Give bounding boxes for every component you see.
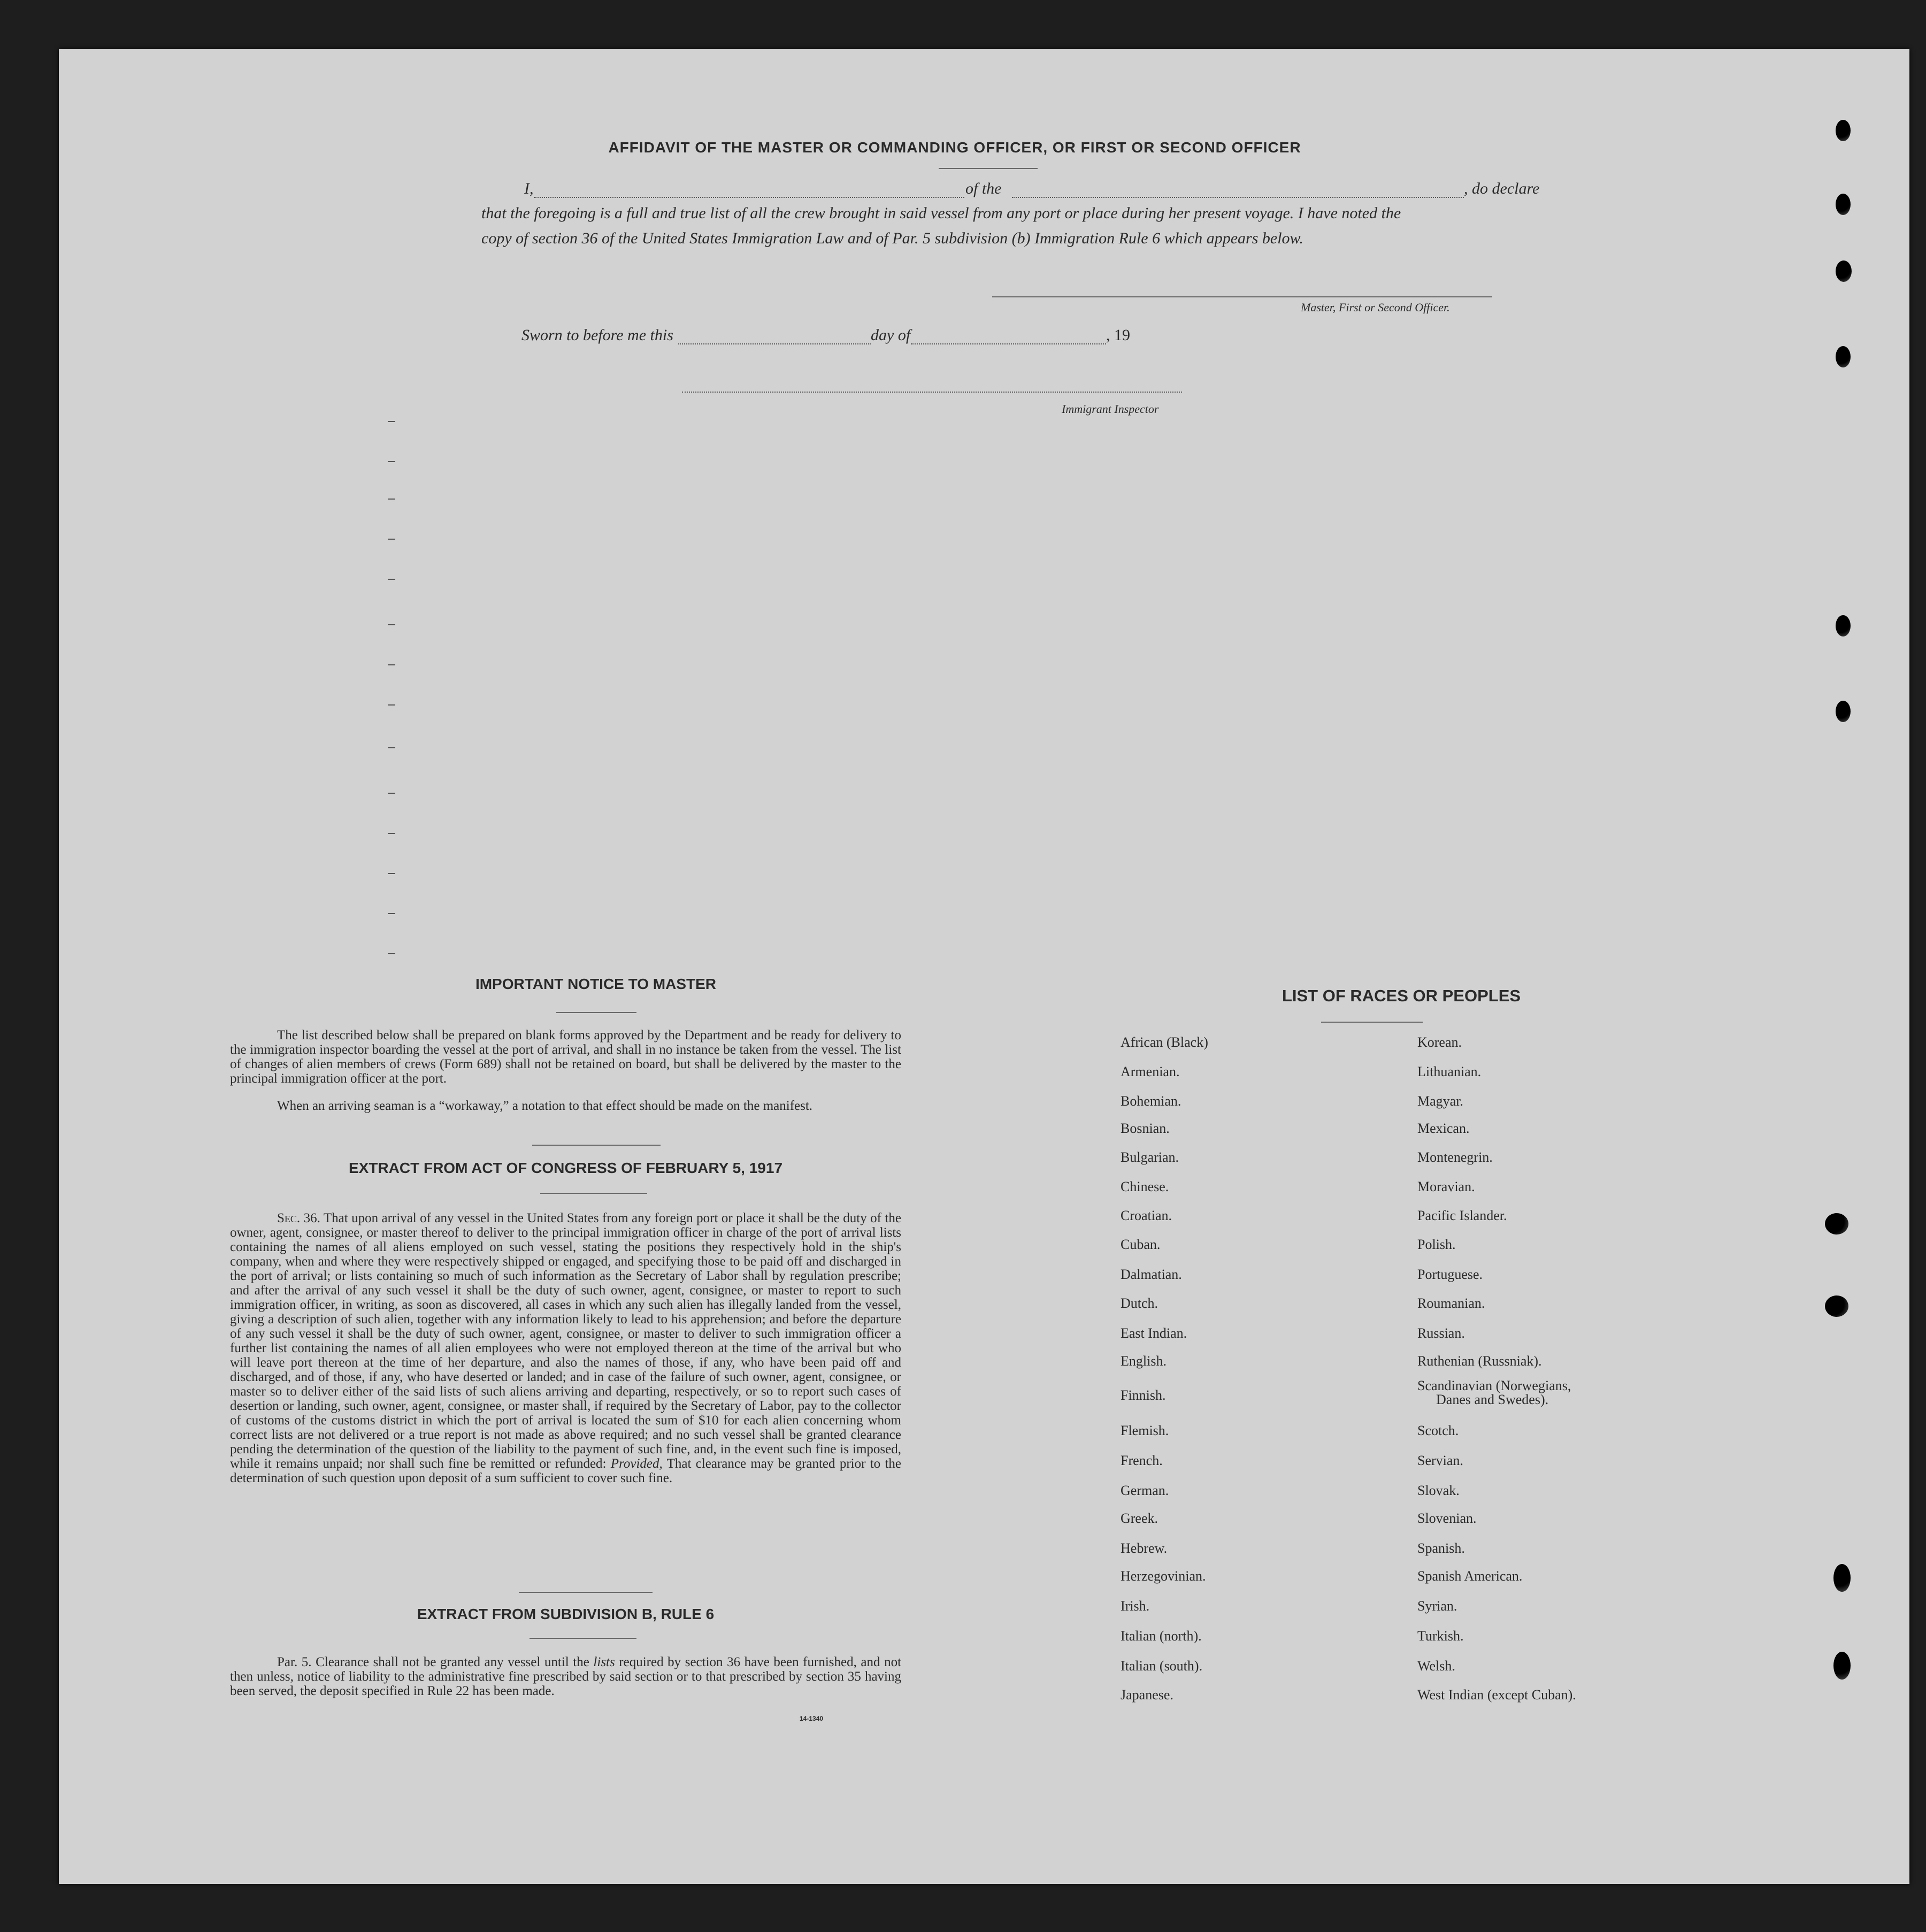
- punch-hole: [1833, 1564, 1851, 1592]
- race-item: Mexican.: [1417, 1121, 1470, 1136]
- inspector-signature-line[interactable]: [682, 392, 1182, 393]
- rule-6-end: required by section 36 have been furnished, and not then unless, notice of liability to the administrative fine prescribed by said section or to that prescribed by section 35 having been served, the deposit specified in Rule 22 has been made.: [230, 1655, 902, 1698]
- race-item: Italian (south).: [1121, 1658, 1203, 1674]
- race-item: Greek.: [1121, 1511, 1158, 1526]
- race-item: Finnish.: [1121, 1387, 1166, 1403]
- sworn-label: Sworn to before me this: [521, 326, 673, 344]
- race-item: Welsh.: [1417, 1658, 1455, 1674]
- margin-mark: [388, 499, 395, 500]
- race-item: Armenian.: [1121, 1064, 1180, 1079]
- race-item: Slovenian.: [1417, 1511, 1477, 1526]
- race-item: English.: [1121, 1353, 1167, 1369]
- affidavit-title-rule: [939, 168, 1038, 169]
- margin-mark: [388, 421, 395, 422]
- race-item: Syrian.: [1417, 1598, 1457, 1614]
- margin-mark: [388, 579, 395, 580]
- section-36-text: [230, 1211, 901, 1485]
- race-item: Croatian.: [1121, 1208, 1172, 1223]
- extract-rule-title-rule: [530, 1638, 636, 1639]
- race-item: Lithuanian.: [1417, 1064, 1482, 1079]
- margin-mark: [388, 747, 395, 748]
- section-36-main: That upon arrival of any vessel in the United States from any foreign port or place it shall be the duty of the owner, agent, consignee, or master thereof to deliver to the principal immigration officer in charge of the port of arrival lists containing the names of all aliens employed on such vessel, stating the positions they respectively hold in the ship's company, when and where they were respectively shipped or engaged, and specifying those to be paid off and discharged in the port of arrival; or lists containing so much of such information as the Secretary of Labor shall by regulation prescribe; and after the arrival of any such vessel it shall be the duty of such owner, agent, consignee, or master to report to such immigration officer, in writing, as soon as discovered, all cases in which any such alien has illegally landed from the vessel, giving a description of such alien, together with any information likely to lead to his apprehension; and before the departure of any such vessel it shall be the duty of such owner, agent, consignee, or master to deliver to such immigration officer a further list containing the names of all alien employees who were not employed thereon at the time of the arrival but who will leave port thereon at the time of her departure, and also the names of those, if any, who have been paid off and discharged, and of those, if any, who have deserted or landed; and in case of the failure of such owner, agent, consignee, or master so to deliver either of the said lists of such aliens arriving and departing, respectively, or so to report such cases of desertion or landing, such owner, agent, consignee, or master shall, if required by the Secretary of Labor, pay to the collector of customs of the customs district in which the port of arrival is located the sum of $10 for each alien concerning whom correct lists are not delivered or a true report is not made as above required; and no such vessel shall be granted clearance pending the determination of the question of the liability to the payment of such fine, and, in the event such fine is imposed, while it remains unpaid; nor shall such fine be remitted or refunded:: [230, 1211, 901, 1471]
- section-36-label: Sec. 36.: [277, 1211, 320, 1225]
- margin-mark: [388, 664, 395, 665]
- rule-6-start: Par. 5. Clearance shall not be granted any vessel until the: [277, 1655, 589, 1669]
- race-item: Magyar.: [1417, 1093, 1463, 1109]
- race-item: Pacific Islander.: [1417, 1208, 1507, 1223]
- race-item: French.: [1121, 1453, 1163, 1468]
- punch-hole: [1836, 194, 1851, 215]
- race-item: Chinese.: [1121, 1179, 1169, 1194]
- manifest-back-page: [59, 49, 1909, 1884]
- race-item: Spanish.: [1417, 1540, 1465, 1556]
- race-item: Turkish.: [1417, 1628, 1464, 1644]
- race-item: Polish.: [1417, 1237, 1456, 1252]
- master-name-field[interactable]: [534, 197, 964, 198]
- race-item: East Indian.: [1121, 1325, 1187, 1341]
- punch-hole: [1833, 1652, 1851, 1680]
- race-item: Bosnian.: [1121, 1121, 1170, 1136]
- margin-mark: [388, 461, 395, 462]
- races-title: LIST OF RACES OR PEOPLES: [1282, 986, 1521, 1005]
- punch-hole: [1836, 615, 1851, 637]
- notice-paragraph-1: The list described below shall be prepared on blank forms approved by the Department and be ready for delivery to the immigration inspector boarding the vessel at the port of arrival, and shall in no instance be taken from the vessel. The list of changes of alien members of crews (Form 689) shall not be retained on board, but shall be delivered by the master to the principal immigration officer at the port.: [230, 1028, 901, 1086]
- race-item: Flemish.: [1121, 1423, 1169, 1438]
- race-item: Scandinavian (Norwegians,: [1417, 1378, 1571, 1393]
- races-title-rule: [1321, 1022, 1423, 1023]
- race-item: Servian.: [1417, 1453, 1463, 1468]
- race-item: Cuban.: [1121, 1237, 1161, 1252]
- vessel-name-field[interactable]: [1012, 197, 1464, 198]
- race-item: German.: [1121, 1483, 1169, 1498]
- master-signature-label: Master, First or Second Officer.: [1301, 301, 1450, 314]
- race-item: Irish.: [1121, 1598, 1150, 1614]
- race-item: Herzegovinian.: [1121, 1568, 1206, 1584]
- race-item: Hebrew.: [1121, 1540, 1168, 1556]
- affidavit-title: AFFIDAVIT OF THE MASTER OR COMMANDING OFFICER, OR FIRST OR SECOND OFFICER: [608, 139, 1301, 156]
- punch-hole: [1836, 346, 1851, 367]
- margin-mark: [388, 833, 395, 834]
- section-36-provided: Provided,: [610, 1456, 663, 1471]
- extract-act-divider: [519, 1592, 653, 1593]
- race-item: Roumanian.: [1417, 1295, 1485, 1311]
- race-item: Slovak.: [1417, 1483, 1460, 1498]
- sworn-day-field[interactable]: [678, 343, 871, 344]
- master-signature-line[interactable]: [992, 296, 1492, 297]
- punch-hole: [1836, 701, 1851, 722]
- affidavit-of-the-label: of the: [965, 180, 1002, 197]
- race-item: African (Black): [1121, 1034, 1208, 1050]
- margin-mark: [388, 953, 395, 954]
- race-item: Italian (north).: [1121, 1628, 1202, 1644]
- race-item: Dalmatian.: [1121, 1267, 1182, 1282]
- sworn-month-field[interactable]: [911, 343, 1106, 344]
- race-item: Bulgarian.: [1121, 1149, 1179, 1165]
- race-item: Ruthenian (Russniak).: [1417, 1353, 1542, 1369]
- margin-mark: [388, 539, 395, 540]
- race-item: Scotch.: [1417, 1423, 1459, 1438]
- margin-mark: [388, 793, 395, 794]
- race-item: Japanese.: [1121, 1687, 1173, 1703]
- extract-rule-title: EXTRACT FROM SUBDIVISION B, RULE 6: [417, 1606, 715, 1622]
- margin-mark: [388, 704, 395, 706]
- affidavit-line-2: that the foregoing is a full and true list of all the crew brought in said vessel from any port or place during her present voyage. I have noted the: [481, 204, 1401, 222]
- extract-act-title: EXTRACT FROM ACT OF CONGRESS OF FEBRUARY 5, 1917: [348, 1160, 783, 1176]
- year-prefix: , 19: [1106, 326, 1130, 344]
- inspector-label: Immigrant Inspector: [1062, 402, 1159, 416]
- margin-mark: [388, 873, 395, 874]
- race-item: Dutch.: [1121, 1295, 1158, 1311]
- race-item: Korean.: [1417, 1034, 1462, 1050]
- race-item: Montenegrin.: [1417, 1149, 1493, 1165]
- race-item: Russian.: [1417, 1325, 1465, 1341]
- rule-6-text: [230, 1655, 901, 1698]
- notice-paragraph-2: When an arriving seaman is a “workaway,” a notation to that effect should be made on the manifest.: [277, 1099, 813, 1113]
- punch-hole: [1836, 260, 1852, 282]
- day-of-label: day of: [871, 326, 911, 344]
- punch-hole: [1825, 1213, 1848, 1235]
- affidavit-line-3: copy of section 36 of the United States Immigration Law and of Par. 5 subdivision (b) Immigration Rule 6 which appears below.: [481, 229, 1303, 247]
- extract-act-title-rule: [540, 1193, 647, 1194]
- margin-mark: [388, 913, 395, 914]
- race-item: Danes and Swedes).: [1436, 1392, 1549, 1407]
- affidavit-declare-label: , do declare: [1464, 180, 1540, 197]
- notice-title: IMPORTANT NOTICE TO MASTER: [475, 976, 717, 992]
- race-item: Moravian.: [1417, 1179, 1475, 1194]
- affidavit-i-label: I,: [524, 180, 534, 197]
- punch-hole: [1836, 120, 1851, 141]
- notice-title-rule: [556, 1012, 636, 1013]
- notice-divider: [532, 1145, 661, 1146]
- margin-mark: [388, 624, 395, 625]
- form-number: 14-1340: [800, 1715, 824, 1722]
- race-item: Spanish American.: [1417, 1568, 1523, 1584]
- section-36-end: That clearance may be granted prior to the determination of such question upon deposit of a sum sufficient to cover such fine.: [230, 1456, 901, 1485]
- race-item: Portuguese.: [1417, 1267, 1483, 1282]
- rule-6-lists: lists: [593, 1655, 615, 1669]
- race-item: West Indian (except Cuban).: [1417, 1687, 1576, 1703]
- race-item: Bohemian.: [1121, 1093, 1181, 1109]
- punch-hole: [1825, 1295, 1848, 1317]
